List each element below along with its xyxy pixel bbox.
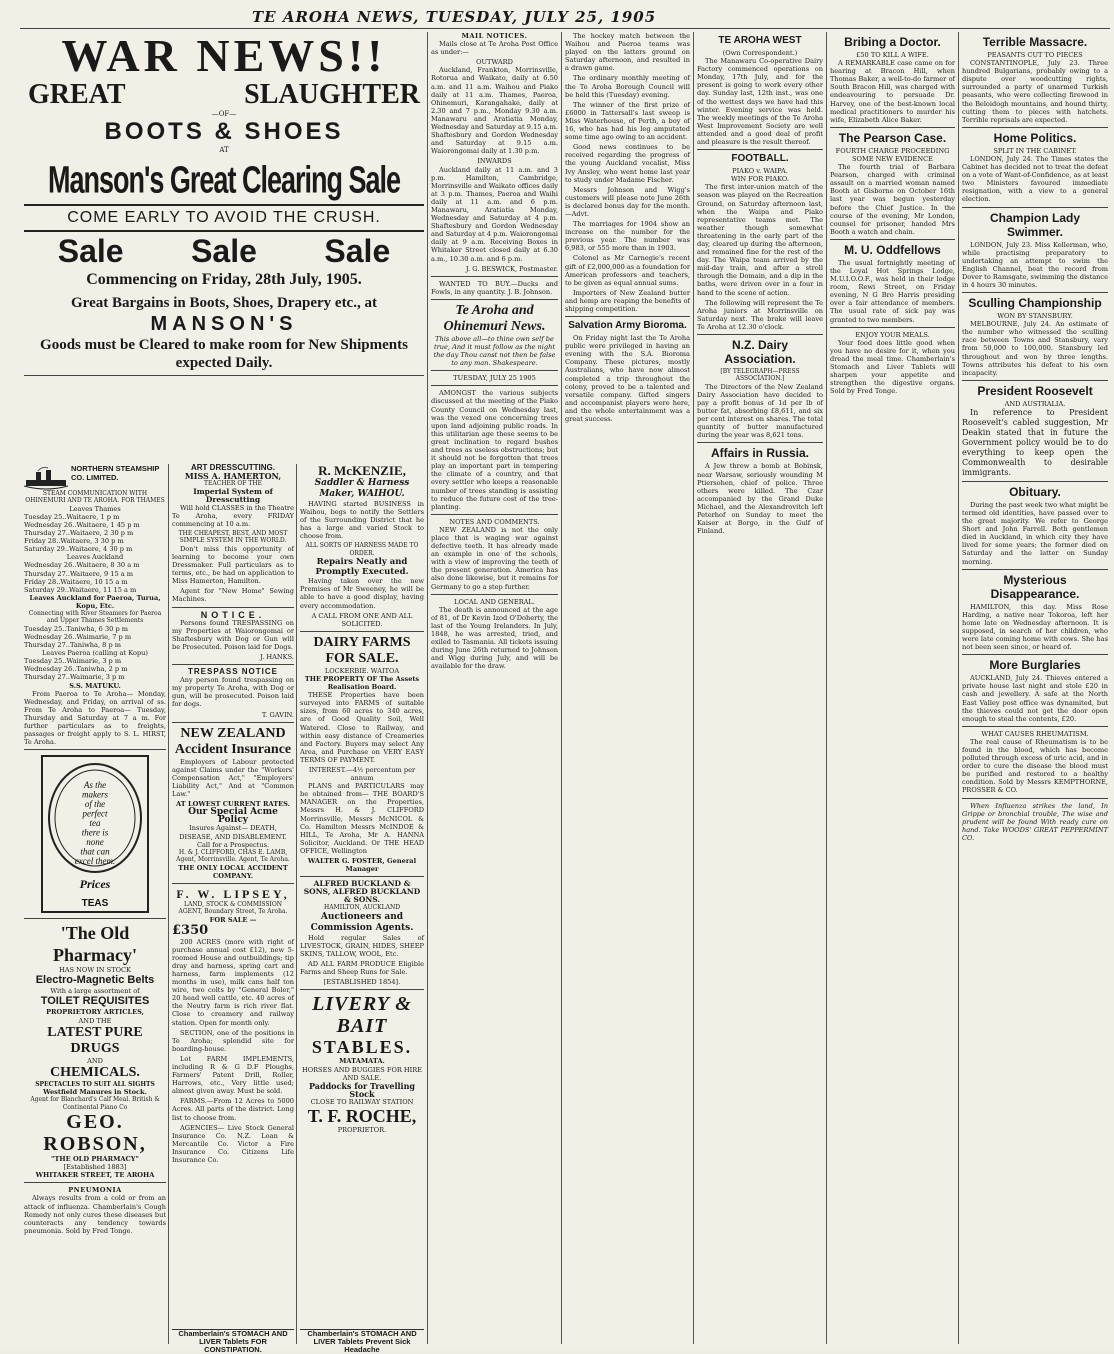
imperial-text: Will hold CLASSES in the Theatre Te Aroha, every FRIDAY commencing at 10 a.m. [172, 503, 294, 528]
schedule-row: Wednesday 26..Waitaere, 8 30 a m [24, 561, 140, 570]
robson-name: GEO. ROBSON, [43, 1111, 147, 1156]
lockerbie-line: LOCKERBIE. WAITOA [324, 666, 400, 675]
masthead-title: TE AROHA NEWS, TUESDAY, JULY 25, 1905 [252, 8, 657, 26]
hamilton-line: HAMILTON, AUCKLAND [323, 904, 401, 912]
leaves-auckland-label: Leaves Auckland [66, 553, 124, 562]
bribing-heading: Bribing a Doctor. [844, 35, 941, 49]
rheumatism-heading: WHAT CAUSES RHEUMATISM. [981, 729, 1089, 738]
column-2 [172, 463, 294, 1354]
svg-text:As themakersof theperfectteath [75, 780, 115, 866]
thames-schedule [24, 513, 166, 553]
acme-policy: Our Special Acme Policy [188, 807, 278, 826]
imperial-system: Imperial System of Dresscutting [193, 486, 273, 504]
schedule-row: Saturday 29..Waitaere, 4 30 p m [24, 545, 133, 554]
rheumatism-text: The real cause of Rheumatism is to be found in the blood, which has become polluted through excess of uric acid, and in order to cure the disease the blood must be purified and restored to a healthy condition. Sold by Messrs KEMPTHORNE, PROSSER & CO. [962, 737, 1108, 795]
column-rule [693, 32, 694, 1344]
seal-line: there is [81, 827, 109, 838]
leader-text: AMONGST the various subjects discussed at the meeting of the Piako County Council on Wednesday last, was the vexed one concerning trees upon land adjoining public roads. In this utilitarian age these seems to be great inclination to regard bushes and trees as useless obstructions; but it should not be forgotten that trees play an important part in tempering the climate of a country, and that every settler who keeps a reasonable number of trees standing is assisting to reduce the future cost of the tree-planting. [431, 389, 558, 511]
enjoy-meals-heading: ENJOY YOUR MEALS. [855, 330, 930, 339]
insures-against: Insures Against— DEATH, DISEASE, AND DISABLEMENT. [179, 824, 287, 841]
matamata-line: MATAMATA. [339, 1057, 385, 1066]
westfield-line: Westfield Manures in Stock. [43, 1088, 147, 1097]
new-home-agent: Agent for "New Home" Sewing Machines. [172, 587, 294, 604]
seal-line: of the [84, 799, 106, 810]
schedule-row: Friday 28..Waitaere, 10 15 a m [24, 577, 128, 586]
spectacles-line: SPECTACLES TO SUIT ALL SIGHTS [35, 1080, 155, 1088]
for-sale-label: FOR SALE — [209, 915, 257, 924]
trespass-title: TRESPASS NOTICE [188, 667, 278, 677]
new-evidence: SOME NEW EVIDENCE [852, 154, 933, 163]
properties-text: THESE Properties have been surveyed into FARMS of suitable sizes, from 60 acres to 340 acres, are of Good Quality Soil, Well Watered. Close to Railway, and within easy distance of Creameries and Factory. Buyers may select Any Area, and Purchase on VERY EASY TERMS OF PAYMENT. [300, 691, 424, 764]
nz-accident-insurance: NEW ZEALAND Accident Insurance [174, 725, 292, 757]
schedule-row: Wednesday 26..Waimarie, 7 p m [24, 632, 132, 641]
teacher-line: TEACHER OF THE [204, 480, 262, 488]
horses-line: HORSES AND BUGGIES FOR HIRE AND SALE. [301, 1065, 423, 1082]
schedule-row: Tuesday 25..Taniwha, 6 30 p m [24, 624, 129, 633]
inwards-text: Auckland daily at 11 a.m. and 3 p.m. Hamilton, Cambridge, Morrinsville and Waikato offices daily at 3 p.m. Thames, Paeroa and Waihi daily at 11 a.m. and 6 p.m. Manawaru, Aratiatia Monday, Wednesday and Saturday at 4 p.m. Shaftesbury and Gordon Wednesday and Saturday at 4 p.m. Waiorongomai daily at 9 a.m. Receiving Boxes in Whitaker Street closed daily at 6.30 a.m., 10.30 a.m. and 6 p.m. [431, 165, 558, 263]
toilet-requisites: TOILET REQUISITES [40, 995, 150, 1008]
war-news-heading: WAR NEWS!! [61, 30, 387, 81]
winner-text: The winner of the first prize of £6000 in Tattersall's last sweep is Miss Waterhouse, of Perth, a boy of 16, who has had his leg amputated some time ago owing to an accident. [565, 100, 690, 142]
inwards-label: INWARDS [477, 157, 512, 166]
column-3 [300, 463, 424, 1354]
seal-line: As the [83, 780, 107, 791]
president-text: In reference to President Roosevelt's cabled suggestion, Mr Deakin stated that in future the Government policy would be to do everything to keep open the Commonwealth to desirable immigrants. [962, 407, 1108, 477]
having-started: HAVING started BUSINESS in Waihou, begs to notify the Settlers of the Surrounding District that he has a large and varied Stock to choose from. [300, 500, 424, 541]
schedule-row: Wednesday 26..Waitaere, 1 45 p m [24, 521, 140, 529]
hockey-text: The hockey match between the Waihou and Paeroa teams was played on the latters ground on Saturday afternoon, and resulted in a drawn game. [565, 32, 690, 73]
column-4 [431, 32, 558, 1344]
electro-belts-line: Electro-Magnetic Belts [35, 974, 155, 987]
all-sorts: ALL SORTS OF HARNESS MADE TO ORDER. [305, 542, 419, 557]
local-text: The death is announced at the age of 81, of Dr Kevin Izod O'Doherty, the last of the Young Irelanders. In July, 1848, he was arrested, tried, and exiled to Tasmania. All tickets issuing during June 26th returned to Johnson and Wigg during July, and will be available for the draw. [431, 605, 558, 671]
mysterious-text: HAMILTON, this day. Miss Rose Harding, a native near Tokoroa, left her home late on Wednesday afternoon. It is supposed, in search of her children, who were late coming home with cows. She has not been seen since, or heard of. [962, 602, 1108, 652]
schedule-row: Thursday 27..Taniwha, 8 p m [24, 641, 122, 650]
repairs-line: Repairs Neatly and Promptly Executed. [315, 557, 409, 578]
miss-hamerton: MISS A. HAMERTON, [184, 471, 282, 482]
obituary-heading: Obituary. [1009, 484, 1061, 499]
seal-line: excel them. [74, 856, 116, 867]
paeroa-title: Leaves Auckland for Paeroa, Turua, Kopu, Etc. [29, 593, 161, 610]
and-the-line: AND THE [78, 1016, 112, 1025]
livery-heading: LIVERY & BAIT [312, 993, 412, 1038]
piako-waipa: PIAKO v. WAIPA. [732, 167, 788, 176]
section-text: SECTION, one of the positions in Te Aroha; splendid site for boarding-house. [172, 1028, 294, 1053]
schedule-row: Thursday 27..Waimarie, 3 p m [24, 673, 125, 682]
great-bargains-line: Great Bargains in Boots, Shoes, Drapery etc., at [71, 295, 377, 312]
boots-shoes-heading: BOOTS & SHOES [104, 118, 344, 146]
column-rule [427, 32, 428, 1344]
schedule-row: Friday 28..Waitaere, 3 30 p m [24, 537, 124, 546]
fourth-charge: FOURTH CHARGE PROCEEDING [835, 146, 950, 155]
mckenzie-name: R. McKENZIE, [318, 463, 406, 478]
sculling-heading: Sculling Championship [968, 296, 1102, 311]
column-6 [697, 32, 823, 1344]
carnegie-text: Colonel as Mr Carnegie's recent gift of £2,000,000 as a foundation for American professors and teachers, to be given as equal annual sums. [565, 254, 690, 287]
sculling-text: MELBOURNE, July 24. An estimate of the number who witnessed the sculling race between Towns and Stansbury, vary from 50,000 to 100,000. Stansbury led throughout and won by three lengths. Towns attributes his defeat to his own incapacity. [962, 320, 1108, 377]
te-aroha-west-heading: TE AROHA WEST [718, 35, 802, 46]
president-heading: President Roosevelt [977, 383, 1093, 398]
steamship-icon [24, 464, 68, 490]
column-8 [962, 32, 1108, 1344]
massacre-heading: Terrible Massacre. [982, 35, 1088, 49]
schedule-row: Tuesday 25..Waimarie, 3 p m [24, 657, 122, 666]
tea-seal-emblem [40, 754, 150, 914]
auckland-schedule [24, 561, 166, 593]
manson-sale-ad [24, 32, 424, 462]
leaves-thames-label: Leaves Thames [69, 504, 121, 513]
own-correspondent: (Own Correspondent.) [722, 49, 798, 57]
obituary-text: During the past week two what might be termed old identities, have passed over to the great majority. We refer to George Short and John Farrell. Both gentlemen died in Auckland, in which city they have lived for some years; the former died on Saturday and the latter on Sunday morning. [962, 500, 1108, 566]
produce-text: AD ALL FARM PRODUCE Eligible Farms and Sheep Runs for Sale. [300, 960, 424, 977]
price-350: £350 [172, 922, 209, 938]
employers-text: Employers of Labour protected against Claims under the "Workers' Compensation Act," "Employers' Liability Act," And at "Common Law." [172, 757, 294, 799]
buckland-line: ALFRED BUCKLAND & SONS, ALFRED BUCKLAND & SONS. [303, 879, 421, 905]
nz-dairy-heading: N.Z. Dairy Association. [724, 338, 796, 366]
salvation-heading: Salvation Army Bioroma. [568, 320, 687, 332]
agencies-text: AGENCIES— Live Stock General Insurance Co. N.Z. Loan & Mercantile Co. Victor a Fire Insurance Co. Citizens Life Insurance Co. [172, 1123, 294, 1165]
at-word: AT [219, 146, 229, 155]
salvation-text: On Friday night last the Te Aroha public were privileged in having an evening with the S.A. Bioroma Company. These pictures, mostly Australians, who have now almost completed a trip throughout the colony, proved to be a talented and versatile company. Gifted singers and accompanist players were here, and the whole entertainment was a great success. [565, 334, 690, 424]
mansons-word: MANSON'S [150, 313, 298, 336]
proprietory-articles: PROPRIETORY ARTICLES, [46, 1008, 144, 1017]
leaves-paeroa-label: Leaves Paeroa (calling at Kopu) [42, 649, 148, 658]
schedule-row: Thursday 27..Waitaere, 9 15 a m [24, 569, 134, 578]
leaves-paeroa-schedule [24, 657, 166, 681]
cheapest-line: THE CHEAPEST, BEST, AND MOST SIMPLE SYSTEM IN THE WORLD. [178, 530, 288, 545]
column-rule [561, 32, 562, 1344]
local-heading: LOCAL AND GENERAL. [454, 597, 535, 606]
call-prospectus: Call for a Prospectus. [196, 840, 270, 849]
svg-text:TEAS: TEAS [81, 898, 109, 910]
notice-title: NOTICE. [200, 609, 266, 620]
and-australia: AND AUSTRALIA. [1004, 399, 1066, 408]
has-now-line: HAS NOW IN STOCK [59, 966, 131, 975]
outward-text: Auckland, Frankton, Morrinsville, Rotorua and Waikato, daily at 6.50 a.m. and 11 a.m. Waihou and Piako daily at 11 a.m. Thames, Paeroa, Ohinemuri, Karangahake, daily at 2.30 and 7 p.m., Monday 9.30 a.m. Manawaru and Aratiatia Monday, Wednesday and Saturday at 9.15 a.m. Shaftesbury and Gordon Wednesday and Saturday at 9.15 a.m. Waiorongomai daily at 1.30 p.m. [431, 66, 558, 156]
call-solicited: A CALL FROM ONE AND ALL SOLICITED. [311, 611, 413, 628]
johnson-text: Messrs Johnson and Wigg's customers will please note June 26th is declared bonus day for the month.—Advt. [565, 185, 690, 218]
steamship-co-title: NORTHERN STEAMSHIP CO. LIMITED. [71, 464, 160, 482]
with-large-line: With a large assortment of [50, 987, 140, 996]
stables-heading: STABLES. [311, 1037, 413, 1058]
seal-line: makers [82, 789, 108, 800]
issue-date: TUESDAY, JULY 25 1905 [453, 374, 536, 383]
mysterious-heading: Mysterious Disappearance. [990, 572, 1080, 601]
established-1854: [ESTABLISHED 1854]. [323, 978, 401, 987]
home-politics-heading: Home Politics. [993, 130, 1077, 145]
interest-line: INTEREST.—4½ percentum per annum [308, 765, 416, 783]
manson-clearing-sale: Manson's Great Clearing Sale [47, 159, 401, 202]
won-stansbury: WON BY STANSBURY. [997, 312, 1073, 321]
kill-wife-sub: £50 TO KILL A WIFE. [856, 51, 929, 59]
saddler-line: Saddler & Harness Maker, WAIHOU. [314, 478, 410, 499]
home-text: LONDON, July 24. The Times states the Cabinet has decided not to treat the defeat on a vote of Want-of-Confidence, as at least two Ministers favoured immediate resignation, with a view to a general election. [962, 154, 1108, 204]
trespass-text: Any person found trespassing on my property Te Aroha, with Dog or gun, will be prosecuted. Poison laid for dogs. [172, 676, 294, 709]
seal-line: tea [89, 818, 101, 829]
slaughter-word: SLAUGHTER [244, 79, 420, 110]
column-5 [565, 32, 690, 1344]
auctioneers-line: Auctioneers and Commission Agents. [310, 911, 414, 933]
plans-text: PLANS and PARTICULARS may be obtained from— THE BOARD'S MANAGER on the Properties, Messrs H. & J. CLIFFORD Morrinsville, Messrs McNICOL & Co. Hamilton Messrs McINDOE & HILL, Te Aroha, Mr A. HANNA Solicitor, Auckland. Or THE HEAD OFFICE, Wellington [300, 782, 424, 855]
agents-line: H. & J. CLIFFORD, CHAS E. LAMB, Agent, Morrinsville. Agent, Te Aroha. [176, 848, 290, 864]
latest-drugs: LATEST PURE DRUGS [47, 1024, 143, 1056]
seal-line: none [86, 837, 104, 848]
paeroa-sub: Connecting with River Steamers for Paeroa and Upper Thames Settlements [28, 610, 162, 625]
lipsey-name: F. W. LIPSEY, [176, 886, 290, 901]
matuku-text: From Paeroa to Te Aroha— Monday, Wednesday, and Friday, on arrival of ss. From Te Aroha to Paeroa— Tuesday, Thursday and Saturday at 7 a m. For further particulars as to freights, passages or freight apply to S. L. HIRST, Te Aroha. [24, 689, 166, 747]
column-rule [296, 464, 297, 1344]
pneumonia-heading: PNEUMONIA [68, 1186, 122, 1195]
art-dresscutting-title: ART DRESSCUTTING. [191, 463, 275, 472]
established-line: [Established 1883] [63, 1163, 127, 1172]
russia-text: A Jew threw a bomb at Bobinsk, near Warsaw, seriously wounding M Ptiersohen, chief of police. Three others were killed. The Czar accompanied by the Grand Duke Michael, and the Alexandrovitch left Peterhof on Sunday to meet the Kaiser at Borgo, in the Gulf of Finland. [697, 462, 823, 536]
dont-miss-text: Don't miss this opportunity of learning to become your own Dressmaker. Full particulars as to terms, etc., be had on application to Miss Hamerton, Hamilton. [172, 544, 294, 586]
football-heading: FOOTBALL. [731, 153, 789, 165]
win-piako: WIN FOR PIAKO. [731, 175, 789, 184]
beswick-sig: J. G. BESWICK, Postmaster. [465, 264, 558, 273]
bribing-text: A REMARKABLE case came on for hearing at Bracon Hill, when Thomas Baker, a well-to-do farmer of South Bracon Hill, was charged with endeavouring to persuade Dr. Harvey, one of the best-known local medical practitioners to murder his wife, Elizabeth Alice Baker. [830, 59, 955, 124]
influenza-verse: When Influenza strikes the land, In Grippe or bronchial trouble, The wise and prudent will be found With ready cure on hand. Take WOODS' GREAT PEPPERMINT CO. [962, 801, 1108, 842]
oddfellows-heading: M. U. Oddfellows [844, 242, 941, 257]
seal-line: perfect [82, 808, 108, 819]
proprietor-line: PROPRIETOR. [337, 1126, 387, 1134]
whitaker-line: WHITAKER STREET, TE AROHA [35, 1171, 155, 1180]
lipsey-land: LAND, STOCK & COMMISSION AGENT, Boundary Street, Te Aroha. [178, 900, 288, 916]
oddfellows-text: The usual fortnightly meeting of the Loyal Hot Springs Lodge, M.U.I.O.O.F., was held in their lodge room, Rewi Street, on Friday evening, N G Bro Harris presiding over a fair attendance of members. The usual rate of sick pay was granted to two members. [830, 258, 955, 324]
football-text: The first inter-union match of the season was played on the Recreation Ground, on Saturday afternoon last, when the Waipa and Piako representative teams met. The weather though somewhat threatening in the early part of the day, cleared up during the afternoon, and remained fine for the rest of the day. The Waipa team arrived by the mid-day train, and after a stroll through the Domain, and a dip in the baths, were driven over in a four in hand to the scene of action. [697, 183, 823, 297]
pearson-heading: The Pearson Case. [838, 130, 947, 145]
schedule-row: Saturday 29..Waitaere, 11 15 a m [24, 585, 137, 594]
sale-word: Sale [324, 233, 391, 270]
notes-text: NEW ZEALAND is not the only place that is waging war against defective teeth. It has already made an example in one of the schools, with a view of improving the teeth of the present generation. America has also done likewise, but it remains for Germany to go a step further. [431, 525, 558, 591]
notice-text: Persons found TRESPASSING on my Properties at Waiorongomai or Shaftesbury with Dog or Gun will be Prosecuted. Poison laid for Dogs. [172, 618, 294, 651]
by-telegraph: [BY TELEGRAPH—PRESS ASSOCIATION.] [720, 368, 800, 383]
dairy-farms-heading: DAIRY FARMS FOR SALE. [313, 634, 411, 666]
column-rule [958, 32, 959, 1344]
affairs-russia-heading: Affairs in Russia. [710, 446, 810, 461]
steamship-sub: STEAM COMMUNICATION WITH OHINEMURI AND TE AROHA. FOR THAMES [25, 490, 165, 505]
marriages-text: The marriages for 1904 show an increase on the number for the previous year. The number was 6,983, or 555 more than in 1903. [565, 220, 690, 253]
enjoy-text: Your food does little good when you have no desire for it, when you dread the meal time. Chamberlain's Stomach and Liver Tablets will sharpen your appetite and strengthen the digestive organs. Sold by Fred Tonge. [830, 338, 955, 396]
burglaries-text: AUCKLAND, July 24. Thieves entered a private house last night and stole £20 in cash and jewellery. A safe at the North East Valley post office was dynamited, but the thieves could not get the door open enough to steal the contents, £20. [962, 674, 1108, 723]
matuku-title: S.S. MATUKU. [69, 681, 121, 690]
agent-line: Agent for Blanchard's Calf Meal. British & Continental Piano Co [30, 1096, 160, 1111]
seal-line: that can [80, 846, 110, 857]
come-early-line: COME EARLY TO AVOID THE CRUSH. [24, 204, 424, 232]
column-7 [830, 32, 955, 1344]
gavin-sig: T. GAVIN. [261, 710, 294, 719]
hanks-sig: J. HANKS. [260, 653, 294, 661]
roche-name: T. F. ROCHE, [307, 1106, 417, 1126]
masthead [20, 6, 1110, 29]
peasants-sub: PEASANTS CUT TO PIECES [987, 51, 1083, 59]
commencing-line: Commencing on Friday, 28th July, 1905. [86, 271, 362, 289]
old-pharmacy-sub: "THE OLD PHARMACY" [51, 1155, 139, 1164]
farms-text: FARMS.—From 12 Acres to 5000 Acres. All parts of the district. Long list to choose from. [172, 1097, 294, 1122]
svg-text:Prices: Prices [79, 877, 111, 892]
foster-sig: WALTER G. FOSTER, General Manager [307, 857, 417, 874]
old-pharmacy-heading: 'The Old Pharmacy' [53, 923, 137, 966]
of-word: —OF— [211, 110, 237, 118]
sale-word: Sale [57, 233, 124, 270]
outward-label: OUTWARD [476, 58, 513, 67]
importers-text: Importers of New Zealand butter and hemp are reaping the benefits of shipping competition. [565, 288, 690, 313]
pearson-text: The fourth trial of Barbara Pearson, charged with criminal assault on a married woman named Booth at Gisborne on October 16th last year was begun yesterday before the Chief Justice. In the course of the evening, Mr London, counsel for prisoner, handed Mrs Booth a watch and chain. [830, 163, 955, 236]
sale-word: Sale [191, 233, 257, 270]
paddocks-line: Paddocks for Travelling Stock [308, 1080, 416, 1099]
dairy-text: The Directors of the New Zealand Dairy Association have decided to pay a profit bonus of 1d per lb of butter fat, absorbing £8,611, and six per cent interest on shares. The total quantity of butter manufactured during the year was 8,621 tons. [697, 382, 823, 440]
schedule-row: Tuesday 25..Waitaere, 1 p m [24, 512, 120, 521]
wanted-text: WANTED TO BUY.—Ducks and Fowls, in any quantity. J. B. Johnson. [431, 279, 558, 296]
paper-title: Te Aroha and Ohinemuri News. [443, 302, 546, 334]
split-cabinet: SPLIT IN THE CABINET. [993, 146, 1077, 155]
taken-over-text: Having taken over the new Premises of Mr Sweeney, he will be able to have a good display, having every accommodation. [300, 577, 424, 610]
sales-text: Hold regular Sales of LIVESTOCK, GRAIN, HIDES, SHEEP SKINS, TALLOW, WOOL, Etc. [300, 933, 424, 959]
close-station: CLOSE TO RAILWAY STATION [310, 1097, 414, 1106]
schedule-row: Wednesday 26..Taniwha, 2 p m [24, 665, 128, 674]
only-local-company: THE ONLY LOCAL ACCIDENT COMPANY. [178, 863, 288, 880]
chamberlain-ad: Chamberlain's STOMACH AND LIVER Tablets FOR CONSTIPATION. [172, 1329, 294, 1344]
paeroa-schedule [24, 625, 166, 649]
farm-text: 200 ACRES (more with right of purchase annual cost £12), new 5-roomed House and outbuildings; tip dray and harness, spring cart and harness, farm implements (12 months in use), milk cans half ton wire, two colts by "General Boler," 20 head well cattle, etc. 40 acres of the Neutry farm is rich river flat. Close to creamery and railway station. Open for month only. [172, 937, 294, 1027]
notes-heading: NOTES AND COMMENTS. [449, 517, 540, 526]
lowest-rates: AT LOWEST CURRENT RATES. [176, 800, 290, 809]
shakespeare-motto: This above all—to thine own self be true, And it must follow as the night the day Thou canst not then be false to any man. Shakespeare. [433, 334, 556, 368]
goods-cleared-line: Goods must be Cleared to make room for New Shipments expected Daily. [40, 337, 408, 372]
great-word: GREAT [28, 79, 126, 110]
champion-heading: Champion Lady Swimmer. [989, 210, 1080, 239]
column-rule [168, 464, 169, 1344]
champion-text: LONDON, July 23. Miss Kellerman, who, while practising preparatory to undertaking an attempt to swim the English Channel, beat the record from Dover to Ramsgate, swimming the distance in 4 hours 30 minutes. [962, 240, 1108, 289]
schedule-row: Thursday 27..Waitaere, 2 30 p m [24, 529, 134, 538]
burglaries-heading: More Burglaries [989, 658, 1081, 673]
referee-text: The following will represent the Te Aroha juniors at Morrinsville on Saturday next. The brake will leave Te Aroha at 12.30 o'clock. [697, 298, 823, 331]
property-line: THE PROPERTY OF The Assets Realisation Board. [304, 674, 420, 692]
ordinary-text: The ordinary monthly meeting of the Te Aroha Borough Council will be held this (Tuesday) evening. [565, 74, 690, 99]
pneumonia-text: Always results from a cold or from an attack of influenza. Chamberlain's Cough Remedy not only cures these diseases but counteracts any tendency towards pneumonia. Sold by Fred Tonge. [24, 1194, 166, 1235]
and-line: AND [87, 1056, 103, 1065]
mail-notices-heading: MAIL NOTICES. [461, 32, 528, 40]
chamberlain-ad-2: Chamberlain's STOMACH AND LIVER Tablets Prevent Sick Headache [300, 1329, 424, 1344]
west-text: The Manawaru Co-operative Dairy Factory commenced operations on Monday, 17th July, and for the present is going to work every other day. Sunday last, 12th inst., was one of the wettest days we have had this winter. Evening service was held. The weekly meetings of the Te Aroha West Improvement Society are well attended and a good deal of profit and pleasure is the result thereof. [697, 57, 823, 147]
chemicals-line: CHEMICALS. [50, 1064, 140, 1080]
massacre-text: CONSTANTINOPLE, July 23. Three hundred Bulgarians, probably owing to a dispute over woodcutting rights, surrounded a party of unarmed Turkish peasants, who were collecting firewood in the Beloidogh mountains, and hound thirty, cutting them to pieces with hatchets. Terrible reprisals are expected. [962, 59, 1108, 124]
column-1 [24, 464, 166, 1344]
good-news-text: Good news continues to be received regarding the progress of the young Auckland vocalist, Miss Ivy Ansley, who went home last year to study under Madame Fischer. [565, 143, 690, 184]
mail-text: Mails close at Te Aroha Post Office as under:— [431, 40, 558, 57]
implements-text: Lot FARM IMPLEMENTS, including R & G D.F Ploughs, Farmers' Patent Drill, Roller, Harrows, etc., Very little used; almost given away. Must be sold. [172, 1054, 294, 1096]
column-rule [826, 32, 827, 1344]
